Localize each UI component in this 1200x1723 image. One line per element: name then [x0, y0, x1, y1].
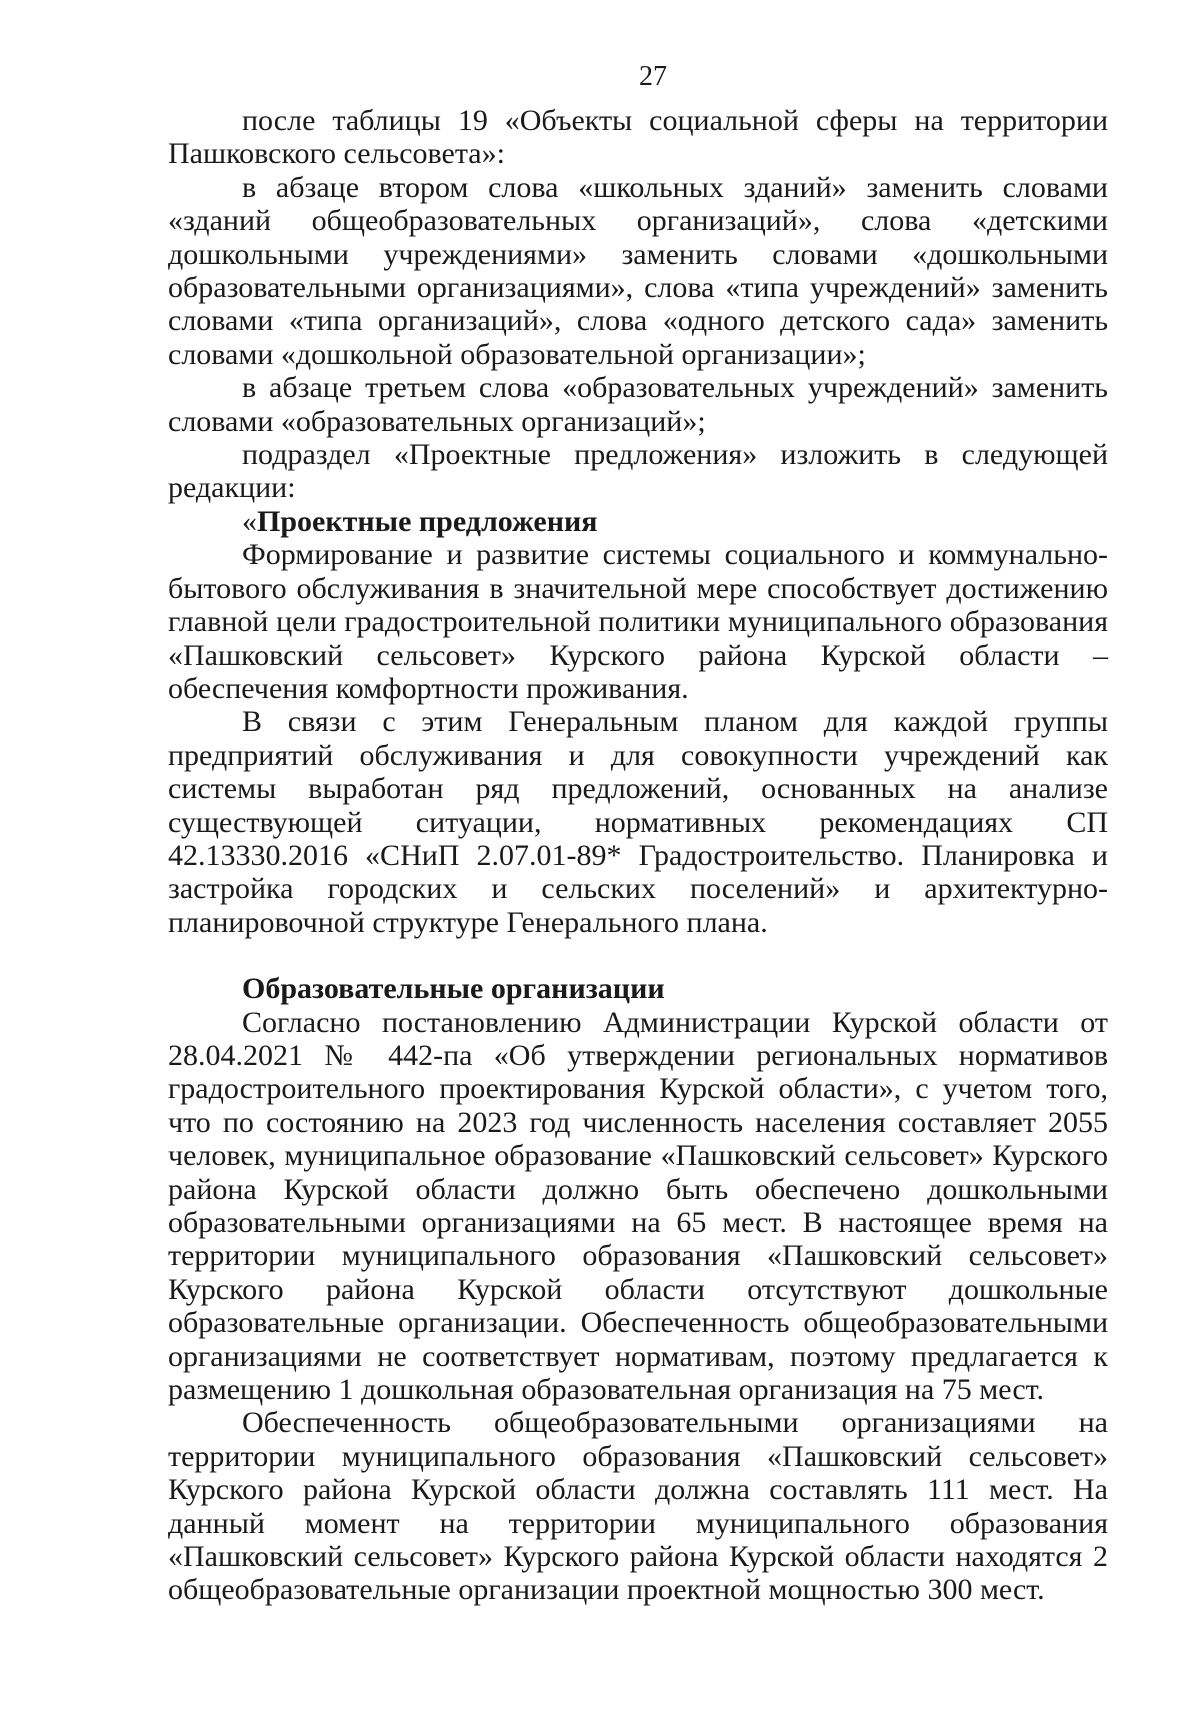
paragraph-third-abzac: в абзаце третьем слова «образовательных учреждений» заменить словами «образовательных организаций»; — [168, 371, 1108, 438]
paragraph-formation: Формирование и развитие системы социального и коммунально-бытового обслуживания в значительной мере способствует достижению главной цели градостроительной политики муниципального образования «Пашковский сельсовет» Курского района Курской области – обеспечения комфортности проживания. — [168, 538, 1108, 705]
document-page — [168, 62, 1108, 1607]
subsection-title — [168, 505, 1108, 538]
quote-mark: « — [242, 504, 257, 538]
paragraph-after-table-19: после таблицы 19 «Объекты социальной сферы на территории Пашковского сельсовета»: — [168, 104, 1108, 171]
subsection-title-text: Проектные предложения — [257, 504, 598, 538]
page-number: 27 — [639, 61, 667, 92]
paragraph-preschool: Согласно постановлению Администрации Курской области от 28.04.2021 № 442-па «Об утверждении региональных нормативов градостроительного проектирования Курской области», с учетом того, что по состоянию на 2023 год численность населения составляет 2055 человек, муниципальное образование «Пашковский сельсовет» Курского района Курской области должно быть обеспечено дошкольными образовательными организациями на 65 мест. В настоящее время на территории муниципального образования «Пашковский сельсовет» Курского района Курской области отсутствуют дошкольные образовательные организации. Обеспеченность общеобразовательными организациями не соответствует нормативам, поэтому предлагается к размещению 1 дошкольная образовательная организация на 75 мест. — [168, 1005, 1108, 1407]
paragraph-general-education: Обеспеченность общеобразовательными организациями на территории муниципального образования «Пашковский сельсовет» Курского района Курской области должна составлять 111 мест. На данный момент на территории муниципального образования «Пашковский сельсовет» Курского района Курской области находятся 2 общеобразовательные организации проектной мощностью 300 мест. — [168, 1406, 1108, 1607]
paragraph-second-abzac: в абзаце втором слова «школьных зданий» заменить словами «зданий общеобразовательных организаций», слова «детскими дошкольными учреждениями» заменить словами «дошкольными образовательными организациями», слова «типа учреждений» заменить словами «типа организаций», слова «одного детского сада» заменить словами «дошкольной образовательной организации»; — [168, 170, 1108, 371]
section-heading: Образовательные организации — [242, 972, 665, 1006]
paragraph-general-plan: В связи с этим Генеральным планом для каждой группы предприятий обслуживания и для совокупности учреждений как системы выработан ряд предложений, основанных на анализе существующей ситуации, нормативных рекомендациях СП 42.13330.2016 «СНиП 2.07.01-89* Градостроительство. Планировка и застройка городских и сельских поселений» и архитектурно-планировочной структуре Генерального плана. — [168, 705, 1108, 939]
paragraph-subsection-edit: подраздел «Проектные предложения» изложить в следующей редакции: — [168, 438, 1108, 505]
